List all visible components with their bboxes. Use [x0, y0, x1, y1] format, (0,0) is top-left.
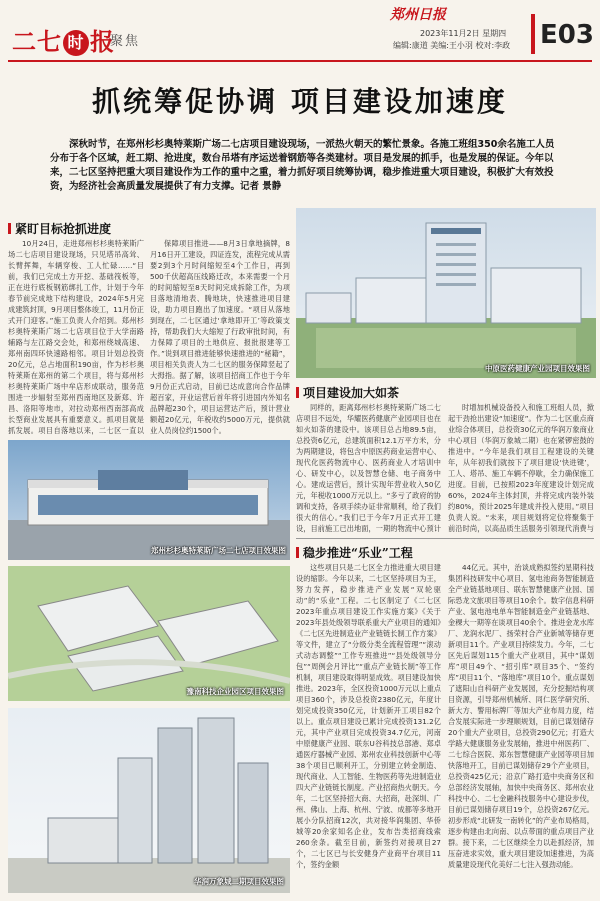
section3-col2: 44亿元。其中，治谈成熟拟签约星期科技集团科技研发中心项目、氢电池商务智能制造全产业链基地项目、联东智慧健康产业园、国际恐龙文旅项目等项目10余个。数字信息科研产业、氢电池电单车智能制造金产业链基地、金稞大一期等在谈项目40余个。推进金龙水库厂、龙润水泥厂、扬荣村合产业新城等储存更新项目11个。产业项目持续发力。今年，二七区先后谋划115个重大产业项目，其中“谋划库”项目49个、“招引库”项目35个、“签约库”项目11个、“落地库”项目10个。重点谋划了遮阳山自科研产业发展园，充分挖掘结构项目资源，引导郑州机械所、同仁医学研究所、新大方、警用标牌厂等加大产业布局力度，结合发展实际进一步理顺规划，目前已谋划储存20个重大产业项目，总投资290亿元；打造大学路大健康服务业发展轴，推进中州医药厂、二七综合医院、郑东智慧健康产业园等项目加快落地开工，目前已谋划储存29个产业项目，总投资425亿元；沿京广路打造中央商务区和总部经济发展轴，加快中央商务区、郑州农业科技中心、二七金融科技服务中心建设步伐，目前已谋划储存项目19个，总投资267亿元。初步形成“北研发一南转化”的产业布局格局，逐步构建由北向南、以点带面的重点项目产业群。接下来，二七区继续全力以赴抓经济，加压奋进求实效，重大项目建设加速推进，为高质量建设现代化美好二七注入强劲动能。: [448, 563, 594, 869]
section1-col2: 保障项目推进——8月3日拿地摘牌，8月16日开工建设，四证连发，流程完成从需要2到3个月时间缩短至4个工作日，再到500千伏超高压线路迁改，本来需要一个月的时间缩短至8天时间完成拆除工作，为项目落地清地表、腾地块，快速推进项目建设，助力项目跑出了加速度。“项目从落地到现在，二七区通过‘拿地即开工’等政策支持，帮助我们大大缩短了行政审批时间，有力保障了项目的土地供应、报批报建等工作。”说到项目推进能够快速推进的“秘籍”，项目相关负责人为二七区的服务保障竖起了大拇指。据了解，该项目招商工作也于今年9月份正式启动，目前已达成意向合作品牌超百家，开业运营后首年将引进国内外知名品牌超230个，项目运营达产后，预计营业额超20亿元，年税收约5000万元，提供就业人员岗位约1500个。: [150, 239, 290, 435]
section-label: 聚焦: [110, 34, 141, 49]
masthead-rule: [8, 60, 592, 62]
dateline: 2023年11月2日 星期四: [420, 29, 507, 38]
caption-medical-park: 中原医药健康产业园项目效果图: [485, 364, 590, 373]
masthead: [0, 0, 600, 58]
logo-circle-char: 时: [63, 30, 89, 56]
section2-col1: 同样的，距离郑州杉杉奥特莱斯广场二七店项目不远处，华耀医药健康产业园项目也在如火如荼的建设中。该项目总占地89.5亩，总投资6亿元，总建筑面积12.1万平方米，分为两期建设，将包含中原医药商业运营中心、现代化医药物流中心、医药商业人才培训中心、研发中心，以及智慧仓储、电子商务中心。建成运营后，预计实现年营业收入50亿元，年税收1000万元以上。“多亏了政府的协调和支持，各项手续办证非常顺利，给了我们很大的信心。”我们已于今年7月正式开工建设，目前施工已出地面，一期的物流中心预计: [296, 403, 441, 533]
lede-paragraph: 深秋时节，在郑州杉杉奥特莱斯广场二七店项目建设现场，一派热火朝天的繁忙景象。各施工班组350余名施工人员分布于各个区域，赶工期、抢进度，数台吊塔有序运送着钢筋等各类建材。项目是发展的抓手，也是发展的保证。今年以来，二七区坚持把重大项目建设作为工作的重中之重，着力抓好项目统筹协调，稳步推进重大项目建设，积极扩大有效投资，为经济社会高质量发展提供了有力支撑。记者 景静: [50, 139, 555, 192]
main-headline: 抓统筹促协调 项目建设加速度: [92, 85, 508, 118]
photo-mall: [8, 440, 290, 560]
section-title-2: 项目建设加大如茶: [296, 384, 399, 401]
caption-towers: 华润万象城二期项目效果图: [194, 877, 284, 886]
section-divider: [296, 538, 594, 539]
section3-col1: 这些项目只是二七区全力推进重大项目建设的缩影。今年以来，二七区坚持项目为王，努力发挥，稳步推进产业发展“双轮驱动”的“乐业”工程。二七区制定了《二七区2023年重点项目建设工作实施方案》《关于2023年县处级领导联系重大产业项目的通知》《二七区先进制造业产业链链长制工作方案》等文件，建立了“分级分类全流程管理”“滚动式动态调整”“工作专班推进”“县处级领导分包”“周例会月评比”“重点产业链长制”等工作机制，项目建设取得明显成效。项目建设加快推进。2023年，全区投资1000万元以上重点项目360个，涉及总投资2380亿元，年度计划完成投资350亿元，计划新开工项目82个以上。重点项目建设已累计完成投资131.2亿元，其中产业项目完成投资34.7亿元，河南中原健康产业园、联东U谷科技总部港、郑卓通医疗器械产业园、郑州农业科技创新中心等38个项目已顺利开工，分别建立转金制造、现代商业、人工智能、生物医药等先进制造业四大产业链链长制度。产业招商热火朝天。今年，二七区坚持招大商、大招商，赴深圳、广州、佛山、上海、杭州、宁波、成都等多地开展小分队招商12次，共对接华润集团、华侨城等20余家知名企业，发布告类招商线索260余条。截至目前，新签约对接项目27个，二七区已与长安健身产业商平台项目11个，签约金额: [296, 563, 441, 869]
mall-illustration: [8, 440, 290, 560]
section-title-3: 稳步推进“乐业”工程: [296, 544, 413, 561]
brand-name: 郑州日报: [390, 7, 446, 23]
photo-medical-park: [296, 208, 596, 378]
towers-illustration: [8, 708, 290, 893]
photo-towers: [8, 708, 290, 893]
medical-park-illustration: [296, 208, 596, 378]
section2-col2: 时增加机械设备投入和施工班组人员，掀起干劲抢出建设“加速度”。作为二七区重点商业综合体项目，总投资30亿元的华润万象商业中心项目（华润万象城二期）也在紧锣密鼓的推进中。“今年是我们项目工程建设的关键年，从年初我们就按下了项目建设‘快进键’，工人、塔吊、施工车辆不停歇，全力确保施工进度。目前，已按照2023年度建设计划完成60%，2024年主体封顶，并将完成内装外装约80%，预计2025年建成并投入使用。”项目负责人说。“未来，项目规划将定位将聚集于前沿时尚，以高品质生活服务引领现代消费与: [448, 403, 594, 533]
section1-col1: 10月24日，走进郑州杉杉奥特莱斯广场二七店项目建设现场，只见塔吊高耸、长臂挥舞，车辆穿梭、工人忙碌……“目前，我们已完成土方开挖、基础筏板等，正在进行底板钢筋绑扎工作，计划于今年春节前完成地下结构建设，2024年5月完成建筑封顶，9月项目整体竣工，11月份正式开门迎客。”施工负责人介绍到。郑州杉杉奥特莱斯广场二七店项目位于大学南路辅路与左江路交会处，和郑州绕城高速、郑州南四环快速路相邻。项目计划总投资20亿元，总占地面积190亩，作为杉杉奥特莱斯在郑州的第二个项目，将与郑州杉杉奥特莱斯广场中牟店形成联动，服务范围进一步辐射至郑州西南地区及新郑、许昌、洛阳等地市，对拉动郑州西南部高成长型商业发展具有重要意义。抓项目就是抓发展。项目自落地以来，二七区一直以: [8, 239, 144, 435]
photo-green-park: [8, 566, 290, 701]
editors-line: 编辑:康道 美编:王小羽 校对:李政: [393, 41, 511, 50]
newspaper-logo: 二七 时 报: [12, 27, 115, 56]
park-illustration: [8, 566, 290, 701]
caption-mall: 郑州杉杉奥特莱斯广场二七店项目效果图: [151, 546, 286, 555]
section-title-1: 紧盯目标抢抓进度: [8, 220, 111, 237]
caption-green-park: 豫南科技企业园区项目效果图: [186, 687, 284, 696]
masthead-divider: [531, 14, 535, 54]
page-number: E03: [540, 20, 594, 50]
